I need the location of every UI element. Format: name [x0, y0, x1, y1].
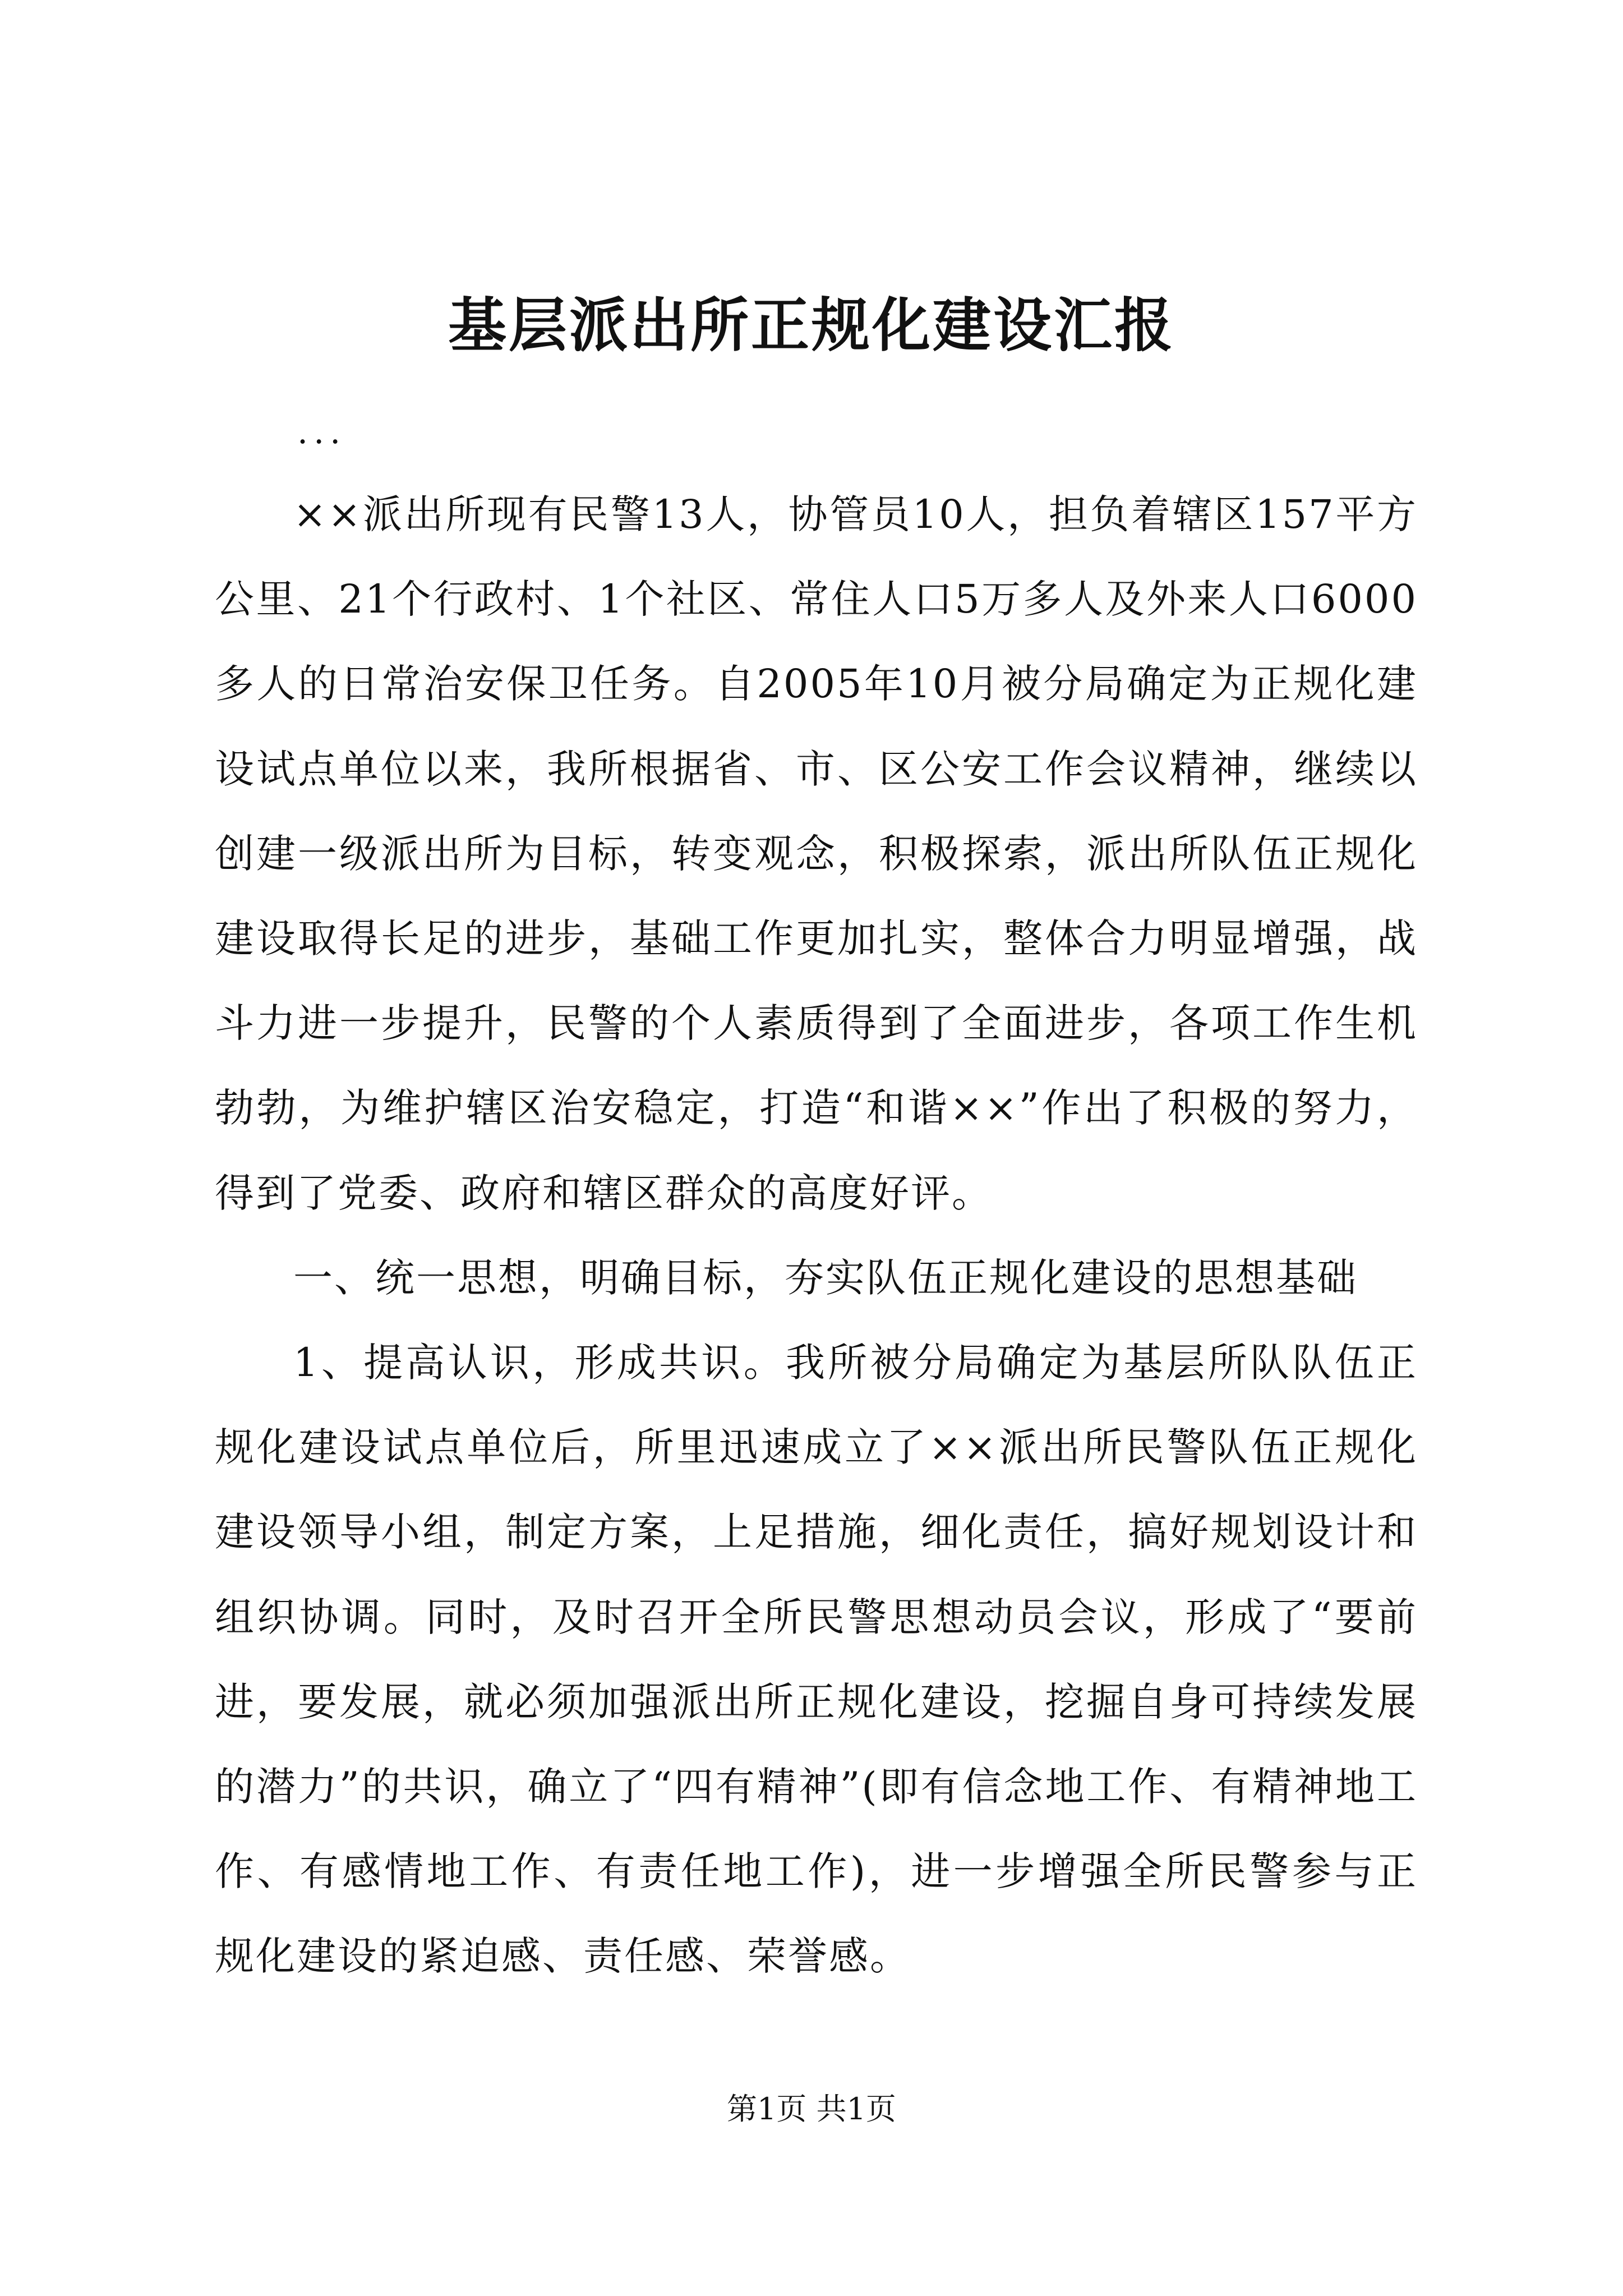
- paragraph-intro: ××派出所现有民警13人，协管员10人，担负着辖区157平方公里、21个行政村、1个社区、常住人口5万多人及外来人口6000多人的日常治安保卫任务。自2005年10月被分局确定为正规化建设试点单位以来，我所根据省、市、区公安工作会议精神，继续以创建一级派出所为目标，转变观念，积极探索，派出所队伍正规化建设取得长足的进步，基础工作更加扎实，整体合力明显增强，战斗力进一步提升，民警的个人素质得到了全面进步，各项工作生机勃勃，为维护辖区治安稳定，打造“和谐××”作出了积极的努力，得到了党委、政府和辖区群众的高度好评。: [215, 491, 1418, 1216]
- document-body: [215, 472, 1418, 1999]
- section-heading-1: 一、统一思想，明确目标，夯实队伍正规化建设的思想基础: [293, 1254, 1358, 1301]
- ellipsis-mark: ...: [297, 412, 347, 452]
- page-footer: 第1页 共1页: [727, 2091, 896, 2127]
- document-title: 基层派出所正规化建设汇报: [448, 291, 1175, 360]
- paragraph-section-1-item-1: 1、提高认识，形成共识。我所被分局确定为基层所队队伍正规化建设试点单位后，所里迅速成立了××派出所民警队伍正规化建设领导小组，制定方案，上足措施，细化责任，搞好规划设计和组织协调。同时，及时召开全所民警思想动员会议，形成了“要前进，要发展，就必须加强派出所正规化建设，挖掘自身可持续发展的潜力”的共识，确立了“四有精神”(即有信念地工作、有精神地工作、有感情地工作、有责任地工作)，进一步增强全所民警参与正规化建设的紧迫感、责任感、荣誉感。: [215, 1340, 1418, 1980]
